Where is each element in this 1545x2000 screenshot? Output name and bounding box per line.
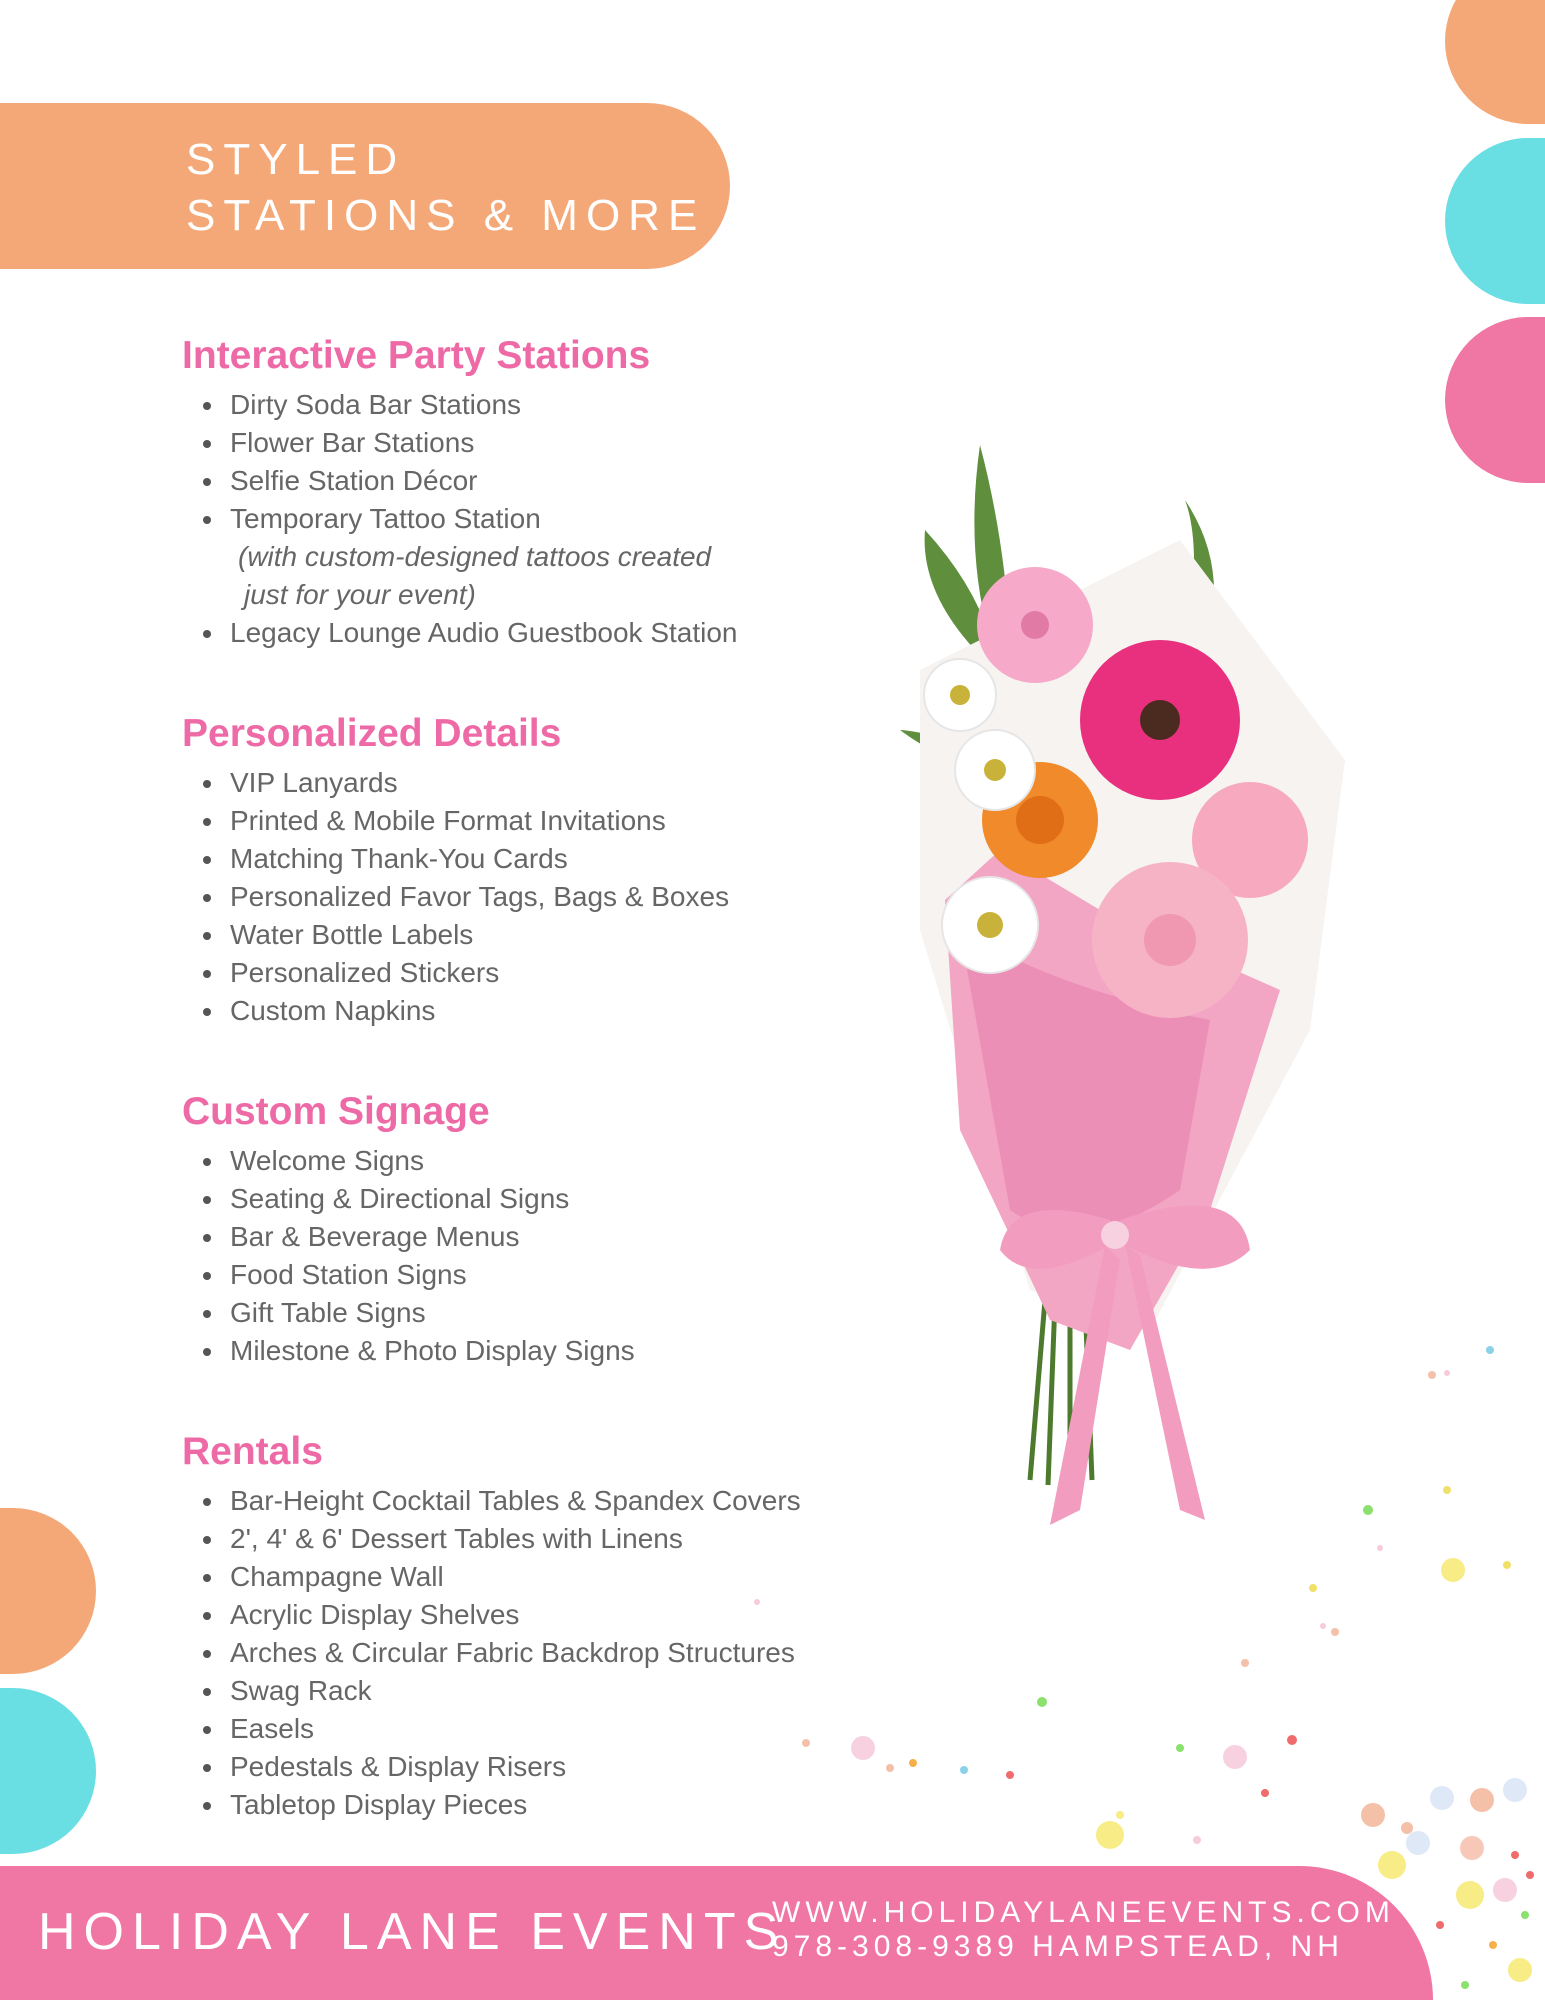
list-item: Champagne Wall bbox=[230, 1558, 882, 1596]
list-item: Personalized Favor Tags, Bags & Boxes bbox=[230, 878, 882, 916]
section-heading: Rentals bbox=[182, 1430, 323, 1473]
list-item: Custom Napkins bbox=[230, 992, 882, 1030]
list-item: Selfie Station Décor bbox=[230, 462, 882, 500]
section-heading: Custom Signage bbox=[182, 1090, 490, 1133]
section-personalized-details bbox=[182, 710, 882, 1030]
list-item-tattoo bbox=[230, 500, 882, 614]
list-item: Dirty Soda Bar Stations bbox=[230, 386, 882, 424]
list-item: Legacy Lounge Audio Guestbook Station bbox=[230, 614, 882, 652]
list-item: Swag Rack bbox=[230, 1672, 882, 1710]
orange-side-tab bbox=[1445, 0, 1545, 124]
footer-brand: HOLIDAY LANE EVENTS bbox=[38, 1903, 787, 1961]
list-item: Tabletop Display Pieces bbox=[230, 1786, 882, 1824]
list-item: Food Station Signs bbox=[230, 1256, 882, 1294]
list-item: Welcome Signs bbox=[230, 1142, 882, 1180]
list-item: Milestone & Photo Display Signs bbox=[230, 1332, 882, 1370]
list-item-label: Temporary Tattoo Station bbox=[230, 503, 541, 534]
list-item: Bar-Height Cocktail Tables & Spandex Covers bbox=[230, 1482, 882, 1520]
list-item: Matching Thank-You Cards bbox=[230, 840, 882, 878]
phone-location: 978-308-9389 HAMPSTEAD, NH bbox=[772, 1930, 1344, 1963]
item-note-line-1: (with custom-designed tattoos created bbox=[238, 541, 712, 572]
list-item: Personalized Stickers bbox=[230, 954, 882, 992]
title-line-2: STATIONS & MORE bbox=[186, 191, 706, 240]
list-item: Gift Table Signs bbox=[230, 1294, 882, 1332]
section-interactive-party-stations bbox=[182, 332, 882, 652]
section-heading: Interactive Party Stations bbox=[182, 334, 651, 377]
list-item: Pedestals & Display Risers bbox=[230, 1748, 882, 1786]
section-custom-signage bbox=[182, 1088, 882, 1370]
item-list bbox=[182, 764, 882, 1030]
pink-side-tab bbox=[1445, 317, 1545, 483]
footer-bar bbox=[0, 1866, 1433, 2000]
list-item: 2', 4' & 6' Dessert Tables with Linens bbox=[230, 1520, 882, 1558]
list-item: VIP Lanyards bbox=[230, 764, 882, 802]
page-title bbox=[186, 132, 705, 244]
list-item: Arches & Circular Fabric Backdrop Structures bbox=[230, 1634, 882, 1672]
item-list bbox=[182, 386, 882, 652]
cyan-side-tab bbox=[1445, 138, 1545, 304]
list-item: Flower Bar Stations bbox=[230, 424, 882, 462]
title-line-1: STYLED bbox=[186, 135, 406, 184]
item-note-line-2: just for your event) bbox=[244, 579, 476, 610]
list-item: Seating & Directional Signs bbox=[230, 1180, 882, 1218]
section-heading: Personalized Details bbox=[182, 712, 562, 755]
orange-left-tab bbox=[0, 1508, 96, 1674]
list-item: Printed & Mobile Format Invitations bbox=[230, 802, 882, 840]
list-item: Easels bbox=[230, 1710, 882, 1748]
list-item: Bar & Beverage Menus bbox=[230, 1218, 882, 1256]
cyan-left-tab bbox=[0, 1688, 96, 1854]
website-link[interactable]: WWW.HOLIDAYLANEEVENTS.COM bbox=[772, 1896, 1395, 1929]
footer-contact bbox=[772, 1896, 1395, 1964]
list-item: Water Bottle Labels bbox=[230, 916, 882, 954]
list-item: Acrylic Display Shelves bbox=[230, 1596, 882, 1634]
